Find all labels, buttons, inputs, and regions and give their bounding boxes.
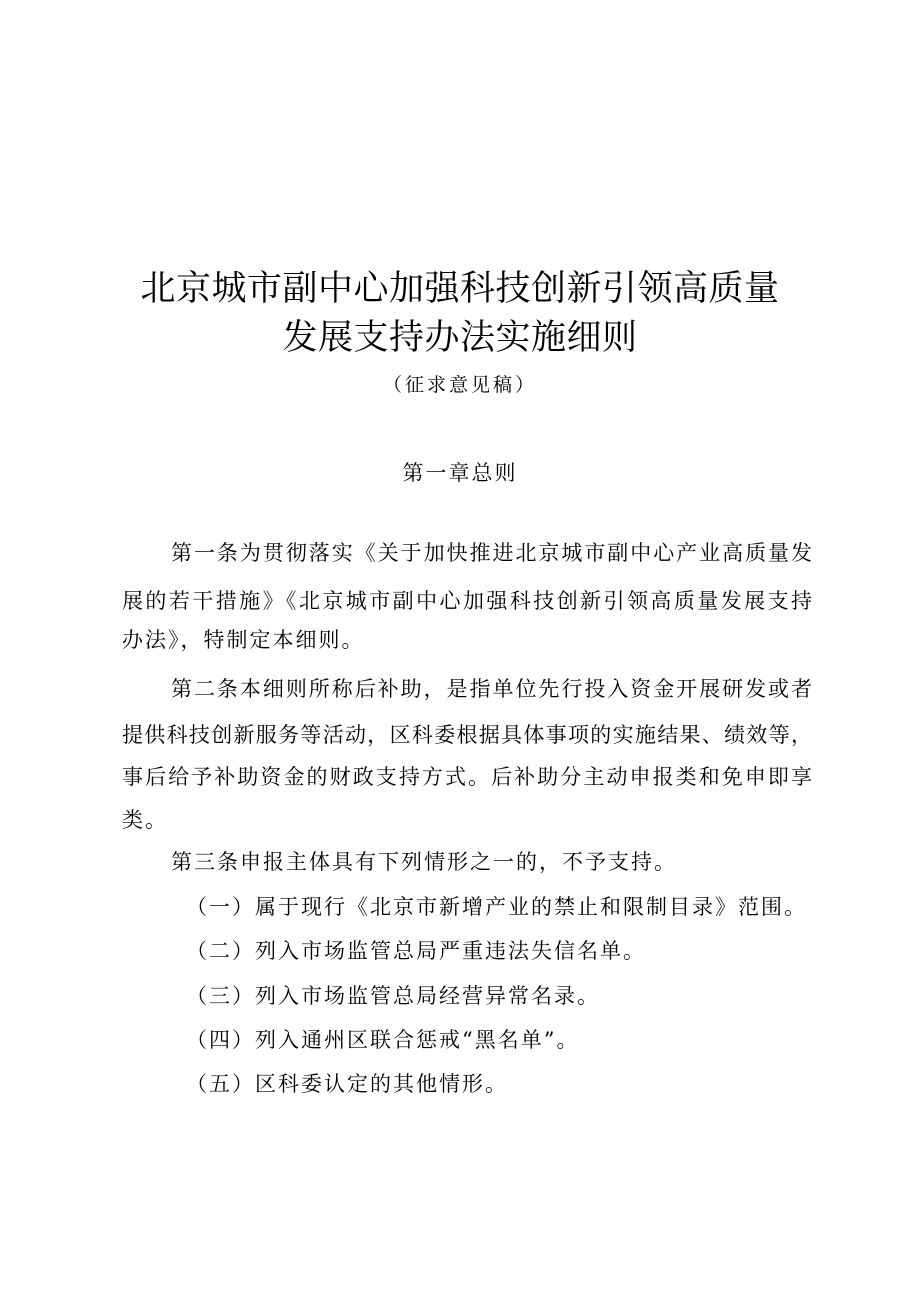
document-subtitle: （征求意见稿） (382, 374, 537, 396)
article-3-item-2: （二）列入市场监管总局严重违法失信名单。 (186, 939, 646, 963)
article-2-line-1: 第二条本细则所称后补助，是指单位先行投入资金开展研发或者 (171, 677, 812, 701)
article-1-line-3: 办法》，特制定本细则。 (122, 628, 365, 652)
article-1-line-1: 第一条为贯彻落实《关于加快推进北京城市副中心产业高质量发 (171, 541, 812, 565)
article-2-line-3: 事后给予补助资金的财政支持方式。后补助分主动申报类和免申即享 (122, 765, 812, 789)
document-title-line-2: 发展支持办法实施细则 (282, 318, 638, 358)
article-2-line-2: 提供科技创新服务等活动，区科委根据具体事项的实施结果、绩效等， (122, 723, 812, 747)
document-title-line-1: 北京城市副中心加强科技创新引领高质量 (140, 269, 780, 309)
article-3-item-3: （三）列入市场监管总局经营异常名录。 (186, 984, 600, 1008)
article-1-line-2: 展的若干措施》《北京城市副中心加强科技创新引领高质量发展支持 (122, 589, 812, 613)
article-3-item-1: （一）属于现行《北京市新增产业的禁止和限制目录》范围。 (186, 895, 807, 919)
article-3-item-4: （四）列入通州区联合惩戒“黑名单”。 (186, 1028, 580, 1052)
article-3-item-5: （五）区科委认定的其他情形。 (186, 1072, 508, 1096)
chapter-heading: 第一章总则 (402, 461, 518, 485)
article-2-line-4: 类。 (122, 808, 168, 832)
article-3-intro: 第三条申报主体具有下列情形之一的，不予支持。 (171, 850, 677, 874)
